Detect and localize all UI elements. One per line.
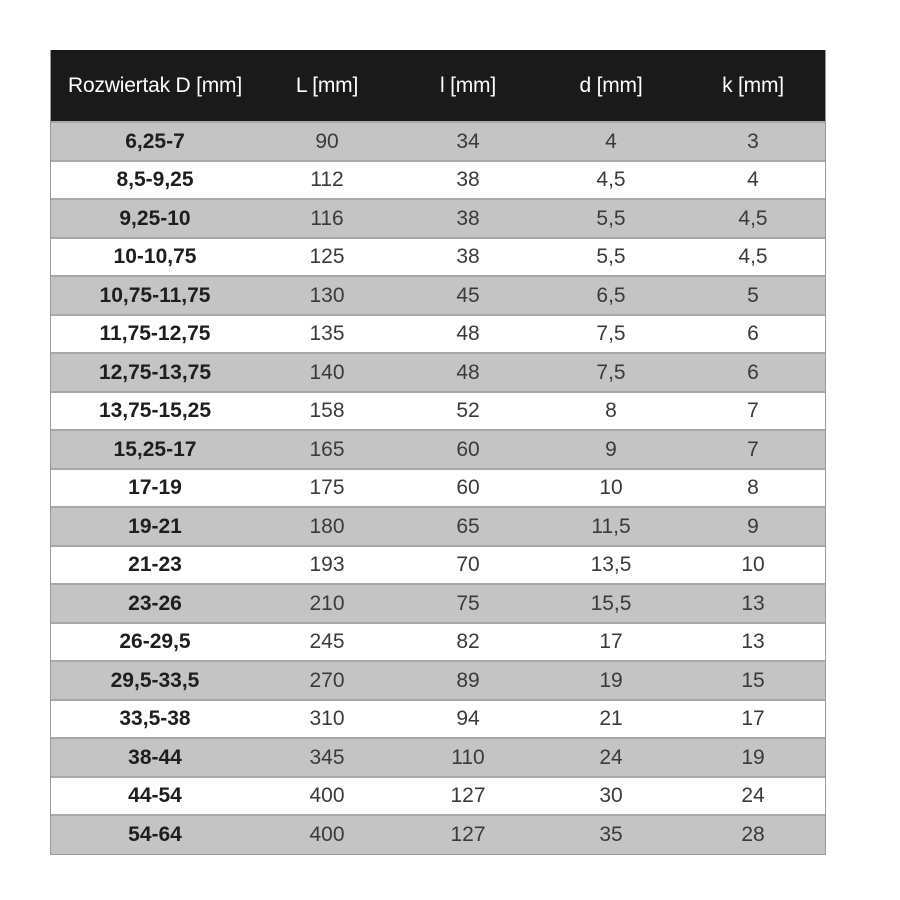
cell-flute-length: 34 [395, 122, 541, 161]
cell-total-length: 165 [259, 430, 395, 469]
cell-shank-diameter: 5,5 [541, 238, 681, 277]
table-row [51, 777, 825, 816]
cell-shank-diameter: 7,5 [541, 353, 681, 392]
cell-flute-length: 75 [395, 584, 541, 623]
cell-total-length: 158 [259, 392, 395, 431]
cell-reamer-diameter: 21-23 [51, 546, 259, 585]
cell-total-length: 140 [259, 353, 395, 392]
cell-total-length: 180 [259, 507, 395, 546]
cell-square-size: 28 [681, 815, 825, 854]
cell-shank-diameter: 17 [541, 623, 681, 662]
cell-total-length: 116 [259, 199, 395, 238]
cell-flute-length: 60 [395, 469, 541, 508]
cell-reamer-diameter: 6,25-7 [51, 122, 259, 161]
table-row [51, 584, 825, 623]
table-row [51, 199, 825, 238]
cell-total-length: 175 [259, 469, 395, 508]
cell-shank-diameter: 10 [541, 469, 681, 508]
table-row [51, 815, 825, 854]
table-row [51, 238, 825, 277]
header-row [51, 50, 825, 122]
cell-reamer-diameter: 10,75-11,75 [51, 276, 259, 315]
cell-flute-length: 82 [395, 623, 541, 662]
cell-total-length: 112 [259, 161, 395, 200]
cell-reamer-diameter: 29,5-33,5 [51, 661, 259, 700]
cell-reamer-diameter: 8,5-9,25 [51, 161, 259, 200]
table-body [51, 122, 825, 854]
cell-reamer-diameter: 13,75-15,25 [51, 392, 259, 431]
cell-square-size: 4 [681, 161, 825, 200]
header-total-length: L [mm] [259, 50, 395, 122]
cell-reamer-diameter: 10-10,75 [51, 238, 259, 277]
table-row [51, 661, 825, 700]
cell-reamer-diameter: 12,75-13,75 [51, 353, 259, 392]
cell-reamer-diameter: 17-19 [51, 469, 259, 508]
cell-reamer-diameter: 44-54 [51, 777, 259, 816]
cell-shank-diameter: 4 [541, 122, 681, 161]
cell-square-size: 13 [681, 623, 825, 662]
table-row [51, 507, 825, 546]
cell-shank-diameter: 13,5 [541, 546, 681, 585]
cell-flute-length: 127 [395, 777, 541, 816]
cell-square-size: 6 [681, 353, 825, 392]
cell-flute-length: 110 [395, 738, 541, 777]
cell-total-length: 210 [259, 584, 395, 623]
cell-shank-diameter: 21 [541, 700, 681, 739]
cell-total-length: 193 [259, 546, 395, 585]
table-header [51, 50, 825, 122]
cell-shank-diameter: 7,5 [541, 315, 681, 354]
cell-total-length: 310 [259, 700, 395, 739]
table-row [51, 546, 825, 585]
cell-total-length: 125 [259, 238, 395, 277]
cell-square-size: 4,5 [681, 199, 825, 238]
table-row [51, 700, 825, 739]
cell-square-size: 4,5 [681, 238, 825, 277]
cell-reamer-diameter: 11,75-12,75 [51, 315, 259, 354]
cell-flute-length: 48 [395, 353, 541, 392]
cell-shank-diameter: 19 [541, 661, 681, 700]
cell-reamer-diameter: 23-26 [51, 584, 259, 623]
cell-reamer-diameter: 54-64 [51, 815, 259, 854]
table-row [51, 738, 825, 777]
cell-shank-diameter: 30 [541, 777, 681, 816]
cell-flute-length: 65 [395, 507, 541, 546]
table-row [51, 353, 825, 392]
cell-flute-length: 45 [395, 276, 541, 315]
cell-shank-diameter: 35 [541, 815, 681, 854]
reamer-spec-table [51, 50, 825, 854]
table-row [51, 623, 825, 662]
cell-flute-length: 38 [395, 161, 541, 200]
table-row [51, 161, 825, 200]
cell-square-size: 5 [681, 276, 825, 315]
cell-square-size: 19 [681, 738, 825, 777]
cell-flute-length: 48 [395, 315, 541, 354]
table-row [51, 276, 825, 315]
header-flute-length: l [mm] [395, 50, 541, 122]
cell-flute-length: 52 [395, 392, 541, 431]
cell-total-length: 135 [259, 315, 395, 354]
cell-square-size: 13 [681, 584, 825, 623]
cell-shank-diameter: 15,5 [541, 584, 681, 623]
cell-total-length: 90 [259, 122, 395, 161]
cell-reamer-diameter: 15,25-17 [51, 430, 259, 469]
cell-square-size: 17 [681, 700, 825, 739]
cell-shank-diameter: 24 [541, 738, 681, 777]
cell-flute-length: 127 [395, 815, 541, 854]
cell-flute-length: 70 [395, 546, 541, 585]
reamer-spec-table-container [50, 50, 826, 855]
cell-shank-diameter: 6,5 [541, 276, 681, 315]
cell-square-size: 8 [681, 469, 825, 508]
cell-square-size: 3 [681, 122, 825, 161]
cell-square-size: 7 [681, 430, 825, 469]
cell-square-size: 15 [681, 661, 825, 700]
cell-shank-diameter: 11,5 [541, 507, 681, 546]
table-row [51, 469, 825, 508]
header-square-size: k [mm] [681, 50, 825, 122]
cell-flute-length: 60 [395, 430, 541, 469]
cell-flute-length: 38 [395, 238, 541, 277]
cell-flute-length: 38 [395, 199, 541, 238]
cell-square-size: 6 [681, 315, 825, 354]
table-row [51, 315, 825, 354]
cell-shank-diameter: 8 [541, 392, 681, 431]
cell-total-length: 400 [259, 815, 395, 854]
cell-shank-diameter: 4,5 [541, 161, 681, 200]
cell-square-size: 24 [681, 777, 825, 816]
cell-reamer-diameter: 19-21 [51, 507, 259, 546]
cell-reamer-diameter: 9,25-10 [51, 199, 259, 238]
cell-total-length: 245 [259, 623, 395, 662]
table-row [51, 392, 825, 431]
cell-reamer-diameter: 38-44 [51, 738, 259, 777]
cell-total-length: 400 [259, 777, 395, 816]
cell-total-length: 345 [259, 738, 395, 777]
header-reamer-diameter: Rozwiertak D [mm] [51, 50, 259, 122]
cell-flute-length: 94 [395, 700, 541, 739]
cell-reamer-diameter: 26-29,5 [51, 623, 259, 662]
table-row [51, 430, 825, 469]
table-row [51, 122, 825, 161]
cell-shank-diameter: 9 [541, 430, 681, 469]
header-shank-diameter: d [mm] [541, 50, 681, 122]
cell-square-size: 7 [681, 392, 825, 431]
cell-reamer-diameter: 33,5-38 [51, 700, 259, 739]
cell-total-length: 270 [259, 661, 395, 700]
cell-square-size: 10 [681, 546, 825, 585]
cell-total-length: 130 [259, 276, 395, 315]
cell-flute-length: 89 [395, 661, 541, 700]
cell-square-size: 9 [681, 507, 825, 546]
cell-shank-diameter: 5,5 [541, 199, 681, 238]
